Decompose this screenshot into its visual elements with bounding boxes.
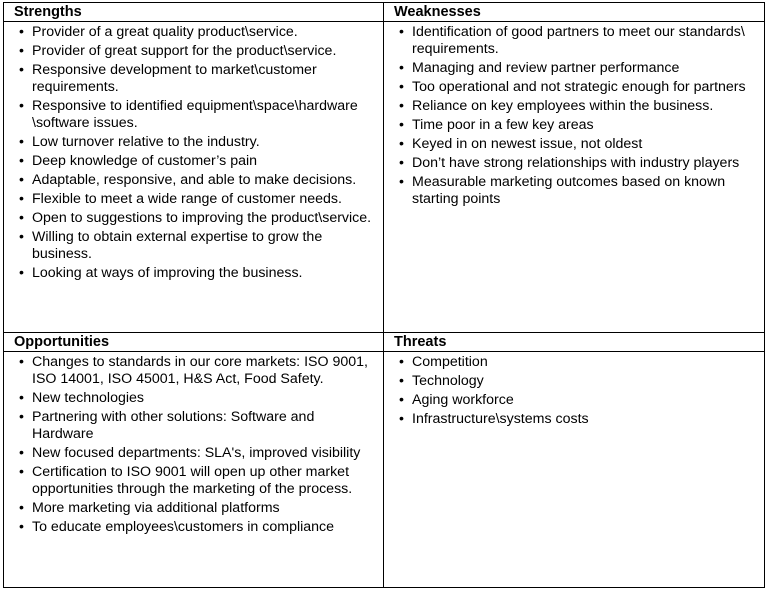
- list-item: • Identification of good partners to meet our standards\ requirements.: [384, 24, 760, 58]
- list-item: • Keyed in on newest issue, not oldest: [384, 136, 760, 153]
- list-item: • Technology: [384, 373, 760, 390]
- strengths-cell: [4, 3, 384, 333]
- threats-list: [384, 354, 764, 428]
- list-item: • Infrastructure\systems costs: [384, 411, 760, 428]
- list-item: • Deep knowledge of customer’s pain: [4, 153, 379, 170]
- list-item: • Provider of a great quality product\service.: [4, 24, 379, 41]
- threats-cell: [384, 333, 764, 587]
- list-item: • Responsive development to market\customer requirements.: [4, 62, 379, 96]
- list-item: • New technologies: [4, 390, 379, 407]
- threats-title: Threats: [384, 333, 764, 352]
- opportunities-title: Opportunities: [4, 333, 383, 352]
- weaknesses-cell: [384, 3, 764, 333]
- list-item: • Don’t have strong relationships with industry players: [384, 155, 760, 172]
- list-item: • Open to suggestions to improving the product\service.: [4, 210, 379, 227]
- list-item: • Certification to ISO 9001 will open up other market opportunities through the marketing of the process.: [4, 464, 379, 498]
- list-item: • Adaptable, responsive, and able to make decisions.: [4, 172, 379, 189]
- strengths-title: Strengths: [4, 3, 383, 22]
- list-item: • Aging workforce: [384, 392, 760, 409]
- list-item: • Provider of great support for the product\service.: [4, 43, 379, 60]
- list-item: • Changes to standards in our core markets: ISO 9001, ISO 14001, ISO 45001, H&S Act, Food Safety.: [4, 354, 379, 388]
- list-item: • Willing to obtain external expertise to grow the business.: [4, 229, 379, 263]
- list-item: • Responsive to identified equipment\space\hardware \software issues.: [4, 98, 379, 132]
- opportunities-list: [4, 354, 383, 536]
- list-item: • More marketing via additional platforms: [4, 500, 379, 517]
- list-item: • Looking at ways of improving the business.: [4, 265, 379, 282]
- list-item: • Reliance on key employees within the business.: [384, 98, 760, 115]
- list-item: • To educate employees\customers in compliance: [4, 519, 379, 536]
- list-item: • Measurable marketing outcomes based on known starting points: [384, 174, 760, 208]
- list-item: • New focused departments: SLA's, improved visibility: [4, 445, 379, 462]
- weaknesses-list: [384, 24, 764, 208]
- list-item: • Time poor in a few key areas: [384, 117, 760, 134]
- strengths-list: [4, 24, 383, 282]
- list-item: • Flexible to meet a wide range of customer needs.: [4, 191, 379, 208]
- list-item: • Managing and review partner performance: [384, 60, 760, 77]
- list-item: • Low turnover relative to the industry.: [4, 134, 379, 151]
- weaknesses-title: Weaknesses: [384, 3, 764, 22]
- swot-table: [3, 2, 765, 588]
- list-item: • Partnering with other solutions: Software and Hardware: [4, 409, 379, 443]
- opportunities-cell: [4, 333, 384, 587]
- list-item: • Competition: [384, 354, 760, 371]
- list-item: • Too operational and not strategic enough for partners: [384, 79, 760, 96]
